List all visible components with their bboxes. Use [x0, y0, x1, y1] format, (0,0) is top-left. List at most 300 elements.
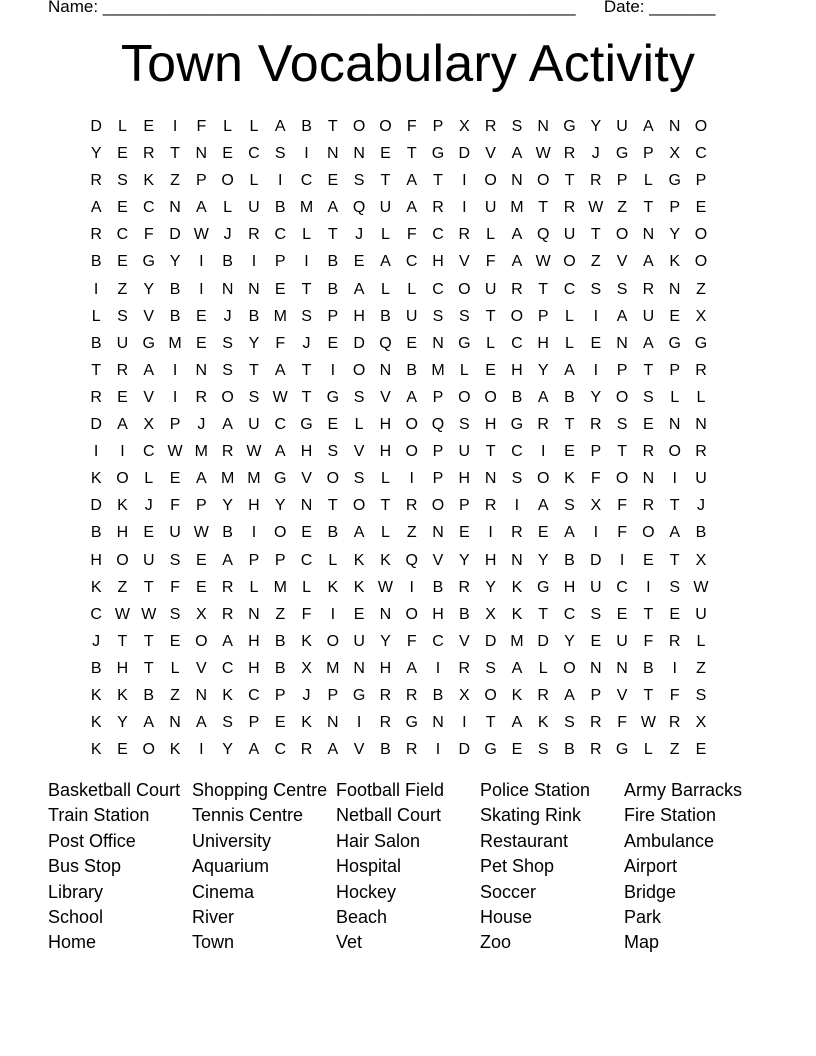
grid-letter[interactable]: R	[300, 741, 313, 759]
grid-letter[interactable]: O	[405, 443, 418, 461]
grid-letter[interactable]: A	[511, 145, 523, 163]
grid-letter[interactable]: O	[352, 118, 366, 135]
grid-letter[interactable]: O	[116, 470, 129, 488]
grid-letter[interactable]: T	[406, 145, 417, 163]
grid-letter[interactable]: O	[484, 172, 497, 190]
grid-letter[interactable]: U	[458, 443, 471, 461]
grid-letter[interactable]: D	[458, 741, 471, 759]
grid-letter[interactable]: F	[196, 118, 207, 135]
grid-letter[interactable]: C	[563, 605, 576, 623]
grid-letter[interactable]: G	[563, 118, 576, 135]
grid-letter[interactable]: O	[116, 551, 129, 569]
grid-letter[interactable]: O	[536, 470, 550, 488]
grid-letter[interactable]: E	[353, 253, 365, 271]
grid-letter[interactable]: N	[668, 280, 681, 298]
grid-letter[interactable]: U	[695, 470, 707, 488]
grid-letter[interactable]: Y	[590, 118, 602, 135]
grid-letter[interactable]: I	[330, 361, 336, 379]
grid-letter[interactable]: R	[405, 741, 418, 759]
grid-letter[interactable]: E	[511, 741, 523, 759]
grid-letter[interactable]: R	[484, 118, 497, 135]
grid-letter[interactable]: U	[695, 605, 707, 623]
grid-letter[interactable]: C	[432, 226, 444, 244]
grid-letter[interactable]: N	[248, 605, 260, 623]
name-blank[interactable]: __________________________________________________	[102, 0, 576, 16]
grid-letter[interactable]: K	[301, 632, 312, 650]
grid-letter[interactable]: I	[409, 470, 414, 488]
grid-letter[interactable]: U	[616, 632, 628, 650]
grid-letter[interactable]: G	[142, 253, 155, 271]
grid-letter[interactable]: Z	[406, 524, 417, 542]
grid-letter[interactable]: G	[300, 416, 313, 434]
grid-letter[interactable]: R	[590, 714, 602, 732]
grid-letter[interactable]: P	[669, 361, 681, 379]
grid-letter[interactable]: V	[458, 253, 470, 271]
grid-letter[interactable]: L	[643, 741, 653, 759]
grid-letter[interactable]: N	[353, 145, 365, 163]
grid-letter[interactable]: K	[117, 686, 128, 704]
grid-letter[interactable]: I	[251, 524, 257, 542]
grid-letter[interactable]: R	[563, 145, 576, 163]
grid-letter[interactable]: L	[223, 199, 233, 217]
grid-letter[interactable]: N	[195, 145, 208, 163]
grid-letter[interactable]: A	[353, 524, 365, 542]
grid-letter[interactable]: E	[274, 714, 286, 732]
grid-letter[interactable]: B	[511, 388, 523, 406]
grid-letter[interactable]: A	[353, 280, 365, 298]
grid-letter[interactable]: C	[432, 632, 444, 650]
grid-letter[interactable]: R	[695, 443, 707, 461]
grid-letter[interactable]: F	[275, 334, 286, 352]
grid-letter[interactable]: R	[142, 145, 155, 163]
grid-letter[interactable]: B	[301, 118, 312, 135]
grid-letter[interactable]: N	[695, 416, 707, 434]
grid-letter[interactable]: S	[169, 605, 181, 623]
grid-letter[interactable]: F	[617, 524, 627, 542]
grid-letter[interactable]: I	[462, 199, 467, 217]
grid-letter[interactable]: S	[564, 497, 575, 515]
grid-letter[interactable]: S	[458, 307, 470, 325]
grid-letter[interactable]: A	[222, 551, 233, 569]
grid-letter[interactable]: C	[274, 226, 286, 244]
grid-letter[interactable]: H	[537, 334, 549, 352]
grid-letter[interactable]: O	[405, 605, 418, 623]
grid-letter[interactable]: I	[199, 280, 204, 298]
grid-letter[interactable]: H	[248, 632, 260, 650]
grid-letter[interactable]: E	[117, 199, 128, 217]
grid-letter[interactable]: S	[222, 714, 233, 732]
grid-letter[interactable]: A	[537, 388, 549, 406]
grid-letter[interactable]: R	[590, 172, 602, 190]
grid-letter[interactable]: P	[590, 686, 602, 704]
grid-letter[interactable]: L	[486, 334, 496, 352]
grid-letter[interactable]: K	[90, 741, 102, 759]
grid-letter[interactable]: K	[90, 686, 102, 704]
grid-letter[interactable]: I	[356, 714, 362, 732]
grid-letter[interactable]: K	[143, 172, 155, 190]
grid-letter[interactable]: I	[304, 253, 309, 271]
grid-letter[interactable]: S	[511, 470, 523, 488]
grid-letter[interactable]: I	[199, 253, 204, 271]
grid-letter[interactable]: N	[221, 280, 234, 298]
grid-letter[interactable]: A	[511, 714, 523, 732]
grid-letter[interactable]: O	[484, 388, 497, 406]
grid-letter[interactable]: H	[484, 416, 497, 434]
grid-letter[interactable]: T	[327, 497, 338, 515]
grid-letter[interactable]: Y	[274, 497, 286, 515]
grid-letter[interactable]: G	[615, 145, 629, 163]
grid-letter[interactable]: R	[248, 226, 260, 244]
grid-letter[interactable]: N	[432, 714, 444, 732]
grid-letter[interactable]: F	[669, 686, 680, 704]
grid-letter[interactable]: K	[669, 253, 681, 271]
grid-letter[interactable]: P	[458, 497, 470, 515]
grid-letter[interactable]: P	[274, 551, 286, 569]
grid-letter[interactable]: D	[484, 632, 497, 650]
grid-letter[interactable]: K	[353, 578, 365, 596]
grid-letter[interactable]: B	[327, 253, 339, 271]
grid-letter[interactable]: Z	[117, 280, 128, 298]
grid-letter[interactable]: V	[196, 659, 207, 677]
grid-letter[interactable]: T	[249, 361, 259, 379]
grid-letter[interactable]: P	[274, 253, 286, 271]
grid-letter[interactable]: T	[564, 416, 575, 434]
grid-letter[interactable]: I	[593, 524, 599, 542]
grid-letter[interactable]: D	[537, 632, 549, 650]
grid-letter[interactable]: P	[196, 497, 207, 515]
grid-letter[interactable]: U	[353, 632, 365, 650]
grid-letter[interactable]: R	[90, 172, 102, 190]
grid-letter[interactable]: U	[642, 307, 655, 325]
grid-letter[interactable]: Y	[537, 551, 549, 569]
grid-letter[interactable]: S	[485, 659, 496, 677]
grid-letter[interactable]: C	[511, 443, 523, 461]
grid-letter[interactable]: E	[327, 334, 339, 352]
grid-letter[interactable]: I	[514, 497, 520, 515]
grid-letter[interactable]: P	[169, 416, 181, 434]
grid-letter[interactable]: A	[537, 497, 549, 515]
grid-letter[interactable]: A	[248, 741, 260, 759]
grid-letter[interactable]: C	[300, 551, 313, 569]
grid-letter[interactable]: A	[90, 199, 102, 217]
grid-letter[interactable]: L	[538, 659, 548, 677]
grid-letter[interactable]: M	[273, 578, 287, 596]
grid-letter[interactable]: G	[326, 388, 340, 406]
grid-letter[interactable]: X	[669, 145, 681, 163]
grid-letter[interactable]: F	[406, 632, 417, 650]
grid-letter[interactable]: U	[590, 578, 602, 596]
grid-letter[interactable]: N	[353, 659, 365, 677]
grid-letter[interactable]: T	[91, 361, 102, 379]
grid-letter[interactable]: U	[405, 307, 418, 325]
grid-letter[interactable]: W	[246, 443, 262, 461]
grid-letter[interactable]: T	[301, 280, 312, 298]
grid-letter[interactable]: W	[193, 524, 209, 542]
grid-letter[interactable]: G	[668, 172, 681, 190]
grid-letter[interactable]: L	[565, 307, 574, 325]
grid-letter[interactable]: Z	[669, 741, 680, 759]
grid-letter[interactable]: E	[564, 443, 575, 461]
grid-letter[interactable]: B	[274, 632, 286, 650]
grid-letter[interactable]: E	[169, 632, 181, 650]
grid-letter[interactable]: T	[564, 172, 575, 190]
grid-letter[interactable]: L	[696, 632, 706, 650]
grid-letter[interactable]: L	[302, 226, 311, 244]
grid-letter[interactable]: L	[380, 226, 390, 244]
grid-letter[interactable]: C	[221, 659, 234, 677]
grid-letter[interactable]: E	[353, 605, 365, 623]
grid-letter[interactable]: U	[116, 334, 129, 352]
grid-letter[interactable]: M	[273, 307, 287, 325]
grid-letter[interactable]: P	[643, 145, 654, 163]
grid-letter[interactable]: R	[90, 226, 102, 244]
grid-letter[interactable]: H	[432, 605, 444, 623]
grid-letter[interactable]: R	[195, 388, 208, 406]
grid-letter[interactable]: S	[643, 388, 654, 406]
grid-letter[interactable]: O	[326, 470, 340, 488]
grid-letter[interactable]: X	[695, 307, 707, 325]
grid-letter[interactable]: P	[248, 714, 260, 732]
grid-letter[interactable]: V	[301, 470, 312, 488]
grid-letter[interactable]: R	[405, 686, 418, 704]
grid-letter[interactable]: V	[353, 443, 365, 461]
grid-letter[interactable]: T	[327, 226, 338, 244]
grid-letter[interactable]: R	[432, 199, 444, 217]
grid-letter[interactable]: J	[144, 497, 153, 515]
grid-letter[interactable]: I	[435, 741, 441, 759]
grid-letter[interactable]: F	[643, 632, 654, 650]
grid-letter[interactable]: U	[484, 199, 497, 217]
grid-letter[interactable]: A	[143, 714, 155, 732]
grid-letter[interactable]: B	[222, 253, 233, 271]
grid-letter[interactable]: N	[248, 280, 260, 298]
grid-letter[interactable]: O	[379, 118, 392, 135]
grid-letter[interactable]: T	[170, 145, 180, 163]
grid-letter[interactable]: F	[406, 118, 417, 135]
grid-letter[interactable]: T	[538, 199, 549, 217]
grid-letter[interactable]: A	[511, 659, 523, 677]
grid-letter[interactable]: E	[196, 578, 207, 596]
grid-letter[interactable]: K	[90, 578, 102, 596]
grid-letter[interactable]: G	[615, 741, 629, 759]
grid-letter[interactable]: M	[510, 199, 524, 217]
grid-letter[interactable]: D	[169, 226, 181, 244]
grid-letter[interactable]: B	[327, 280, 339, 298]
grid-letter[interactable]: I	[409, 578, 414, 596]
grid-letter[interactable]: B	[169, 307, 181, 325]
grid-letter[interactable]: R	[458, 226, 471, 244]
grid-letter[interactable]: N	[590, 659, 602, 677]
grid-letter[interactable]: S	[432, 307, 444, 325]
grid-letter[interactable]: G	[458, 334, 471, 352]
grid-letter[interactable]: X	[458, 118, 470, 135]
grid-letter[interactable]: L	[380, 280, 390, 298]
grid-letter[interactable]: Z	[590, 253, 601, 271]
grid-letter[interactable]: N	[432, 524, 444, 542]
grid-letter[interactable]: E	[406, 334, 418, 352]
grid-letter[interactable]: E	[380, 145, 391, 163]
grid-letter[interactable]: O	[274, 524, 287, 542]
grid-letter[interactable]: H	[90, 551, 102, 569]
grid-letter[interactable]: F	[170, 497, 180, 515]
grid-letter[interactable]: I	[120, 443, 125, 461]
grid-letter[interactable]: K	[90, 470, 102, 488]
grid-letter[interactable]: L	[670, 388, 680, 406]
grid-letter[interactable]: V	[432, 551, 444, 569]
grid-letter[interactable]: A	[564, 361, 575, 379]
grid-letter[interactable]: L	[91, 307, 101, 325]
grid-letter[interactable]: C	[248, 145, 260, 163]
grid-letter[interactable]: U	[169, 524, 181, 542]
grid-letter[interactable]: H	[248, 659, 260, 677]
grid-letter[interactable]: F	[301, 605, 312, 623]
grid-letter[interactable]: O	[431, 497, 445, 515]
grid-letter[interactable]: F	[170, 578, 180, 596]
grid-letter[interactable]: N	[511, 551, 523, 569]
grid-letter[interactable]: S	[616, 416, 628, 434]
grid-letter[interactable]: I	[199, 741, 204, 759]
grid-letter[interactable]: A	[274, 118, 286, 135]
grid-letter[interactable]: Q	[352, 199, 366, 217]
grid-letter[interactable]: F	[617, 497, 627, 515]
grid-letter[interactable]: B	[143, 686, 155, 704]
grid-letter[interactable]: S	[511, 118, 523, 135]
grid-letter[interactable]: V	[143, 388, 155, 406]
grid-letter[interactable]: K	[301, 714, 312, 732]
grid-letter[interactable]: A	[406, 659, 418, 677]
grid-letter[interactable]: D	[458, 145, 471, 163]
grid-letter[interactable]: S	[590, 280, 602, 298]
grid-letter[interactable]: N	[432, 334, 444, 352]
grid-letter[interactable]: Y	[222, 497, 233, 515]
grid-letter[interactable]: D	[90, 118, 102, 135]
grid-letter[interactable]: O	[694, 118, 708, 135]
grid-letter[interactable]: J	[92, 632, 101, 650]
grid-letter[interactable]: J	[223, 307, 232, 325]
grid-letter[interactable]: A	[643, 334, 654, 352]
grid-letter[interactable]: J	[591, 145, 600, 163]
grid-letter[interactable]: Y	[143, 280, 155, 298]
grid-letter[interactable]: W	[167, 443, 183, 461]
grid-letter[interactable]: I	[278, 172, 283, 190]
grid-letter[interactable]: Y	[458, 551, 470, 569]
grid-letter[interactable]: R	[221, 605, 234, 623]
grid-letter[interactable]: K	[511, 686, 523, 704]
grid-letter[interactable]: I	[672, 659, 677, 677]
grid-letter[interactable]: E	[485, 361, 496, 379]
grid-letter[interactable]: U	[142, 551, 155, 569]
grid-letter[interactable]: B	[380, 307, 391, 325]
grid-letter[interactable]: T	[643, 605, 654, 623]
grid-letter[interactable]: J	[197, 416, 206, 434]
grid-letter[interactable]: P	[537, 307, 549, 325]
grid-letter[interactable]: K	[90, 714, 102, 732]
grid-letter[interactable]: V	[143, 307, 155, 325]
grid-letter[interactable]: B	[169, 280, 181, 298]
grid-letter[interactable]: K	[117, 497, 128, 515]
grid-letter[interactable]: A	[406, 172, 418, 190]
grid-letter[interactable]: Q	[379, 334, 392, 352]
grid-letter[interactable]: A	[564, 524, 575, 542]
grid-letter[interactable]: W	[377, 578, 393, 596]
grid-letter[interactable]: Y	[117, 714, 128, 732]
grid-letter[interactable]: K	[511, 578, 523, 596]
grid-letter[interactable]: F	[617, 714, 627, 732]
grid-letter[interactable]: A	[143, 361, 155, 379]
grid-letter[interactable]: Y	[222, 741, 233, 759]
grid-letter[interactable]: Y	[169, 253, 181, 271]
grid-letter[interactable]: O	[536, 172, 550, 190]
grid-letter[interactable]: B	[564, 388, 575, 406]
grid-letter[interactable]: J	[223, 226, 232, 244]
grid-letter[interactable]: I	[172, 118, 178, 135]
grid-letter[interactable]: O	[510, 307, 524, 325]
grid-letter[interactable]: O	[642, 524, 655, 542]
grid-letter[interactable]: X	[485, 605, 496, 623]
grid-letter[interactable]: T	[538, 605, 549, 623]
grid-letter[interactable]: Z	[170, 686, 180, 704]
grid-letter[interactable]: E	[695, 741, 707, 759]
grid-letter[interactable]: K	[511, 605, 523, 623]
grid-letter[interactable]: E	[458, 524, 470, 542]
grid-letter[interactable]: C	[563, 280, 576, 298]
grid-letter[interactable]: L	[170, 659, 180, 677]
grid-letter[interactable]: T	[143, 578, 154, 596]
grid-letter[interactable]: B	[90, 659, 102, 677]
grid-letter[interactable]: H	[563, 578, 576, 596]
grid-letter[interactable]: O	[221, 172, 234, 190]
grid-letter[interactable]: U	[248, 199, 260, 217]
grid-letter[interactable]: B	[248, 307, 260, 325]
grid-letter[interactable]: U	[563, 226, 576, 244]
grid-letter[interactable]: N	[327, 714, 339, 732]
grid-letter[interactable]: I	[593, 361, 599, 379]
grid-letter[interactable]: H	[379, 443, 392, 461]
grid-letter[interactable]: Z	[275, 605, 286, 623]
grid-letter[interactable]: N	[511, 172, 523, 190]
grid-letter[interactable]: F	[143, 226, 154, 244]
grid-letter[interactable]: B	[643, 659, 654, 677]
grid-letter[interactable]: P	[616, 172, 628, 190]
grid-letter[interactable]: S	[616, 280, 628, 298]
grid-letter[interactable]: H	[511, 361, 523, 379]
grid-letter[interactable]: S	[669, 578, 681, 596]
grid-letter[interactable]: A	[643, 253, 654, 271]
grid-letter[interactable]: A	[196, 470, 207, 488]
grid-letter[interactable]: I	[304, 145, 309, 163]
grid-letter[interactable]: A	[616, 307, 628, 325]
grid-letter[interactable]: A	[196, 714, 207, 732]
grid-letter[interactable]: E	[327, 172, 339, 190]
grid-letter[interactable]: N	[379, 361, 392, 379]
grid-letter[interactable]: E	[590, 334, 602, 352]
grid-letter[interactable]: N	[642, 226, 655, 244]
grid-letter[interactable]: Y	[564, 632, 575, 650]
grid-letter[interactable]: N	[484, 470, 497, 488]
grid-letter[interactable]: C	[90, 605, 102, 623]
grid-letter[interactable]: T	[538, 280, 549, 298]
grid-letter[interactable]: G	[484, 741, 497, 759]
grid-letter[interactable]: Z	[696, 280, 706, 298]
grid-letter[interactable]: S	[222, 361, 233, 379]
grid-letter[interactable]: G	[694, 334, 708, 352]
grid-letter[interactable]: G	[405, 714, 418, 732]
grid-letter[interactable]: E	[669, 605, 681, 623]
grid-letter[interactable]: R	[221, 443, 234, 461]
grid-letter[interactable]: O	[221, 388, 234, 406]
grid-letter[interactable]: L	[380, 524, 390, 542]
grid-letter[interactable]: P	[432, 118, 444, 135]
